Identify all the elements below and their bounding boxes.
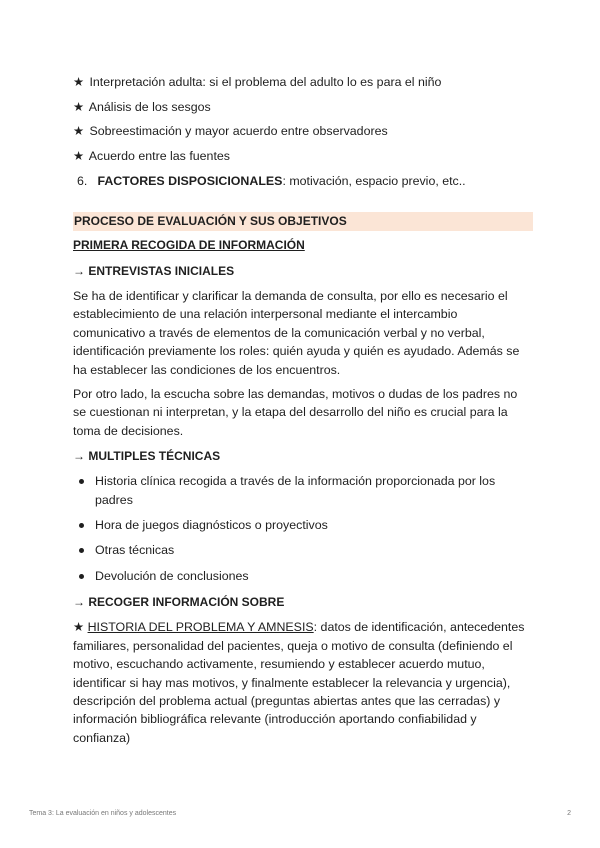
list-item: Otras técnicas [73,541,533,559]
bullet-list [73,472,533,585]
bullet-icon [79,523,84,528]
section-title: PROCESO DE EVALUACIÓN Y SUS OBJETIVOS [73,212,533,231]
heading-entrevistas: → ENTREVISTAS INICIALES [73,264,235,278]
item-number: 6. [77,174,88,188]
star-icon: ★ [73,124,85,138]
heading-multiples-tecnicas: → MULTIPLES TÉCNICAS [73,449,221,464]
star-icon: ★ [73,75,85,89]
item-text: : motivación, espacio previo, etc.. [282,174,466,188]
underlined-term: HISTORIA DEL PROBLEMA Y AMNESIS [87,620,314,635]
document-body [73,72,533,747]
paragraph: Por otro lado, la escucha sobre las demandas, motivos o dudas de los padres no se cuestionan ni interpretan, y la etapa del desarrollo del niño es crucial para la toma de decisiones. [73,387,518,438]
section-subtitle: PRIMERA RECOGIDA DE INFORMACIÓN [73,238,305,252]
star-icon: ★ [73,620,85,635]
item-bold-label: FACTORES DISPOSICIONALES [97,174,283,188]
footer-title: Tema 3: La evaluación en niños y adolescentes [29,810,177,817]
star-item: ★ Análisis de los sesgos [73,97,533,122]
bullet-icon [79,548,84,553]
star-item: ★ Interpretación adulta: si el problema del adulto lo es para el niño [73,72,533,97]
page-number: 2 [567,810,571,817]
page-footer [29,810,571,817]
numbered-item [73,171,533,195]
star-icon: ★ [73,148,85,163]
star-item: ★ Acuerdo entre las fuentes [73,146,533,171]
paragraph-historia: ★ HISTORIA DEL PROBLEMA Y AMNESIS: datos de identificación, antecedentes familiares, personalidad del pacientes, queja o motivo de consulta (definiendo el motivo, escuchando activamente, resumiendo y establecer acuerdo mutuo, identificar si hay mas motivos, y finalmente establecer la relevancia y urgencia), descripción del problema actual (preguntas abiertas antes que las cerradas) y información bibliográfica relevante (introducción aportando confiabilidad y confianza) [73,620,525,745]
star-item: ★ Sobreestimación y mayor acuerdo entre observadores [73,121,533,146]
heading-recoger: → RECOGER INFORMACIÓN SOBRE [73,595,285,610]
bullet-icon [79,574,84,579]
paragraph: Se ha de identificar y clarificar la demanda de consulta, por ello es necesario el establecimiento de una relación interpersonal mediante el intercambio comunicativo a través de elementos de la comunicación verbal y no verbal, identificación previamente los roles: quién ayuda y quién es ayudado. Además se ha establecer las condiciones de los encuentros. [73,289,520,377]
list-item: Hora de juegos diagnósticos o proyectivos [73,516,533,534]
list-item: Historia clínica recogida a través de la información proporcionada por los padres [73,472,533,509]
bullet-icon [79,479,84,484]
list-item: Devolución de conclusiones [73,567,533,585]
star-icon: ★ [73,99,85,114]
